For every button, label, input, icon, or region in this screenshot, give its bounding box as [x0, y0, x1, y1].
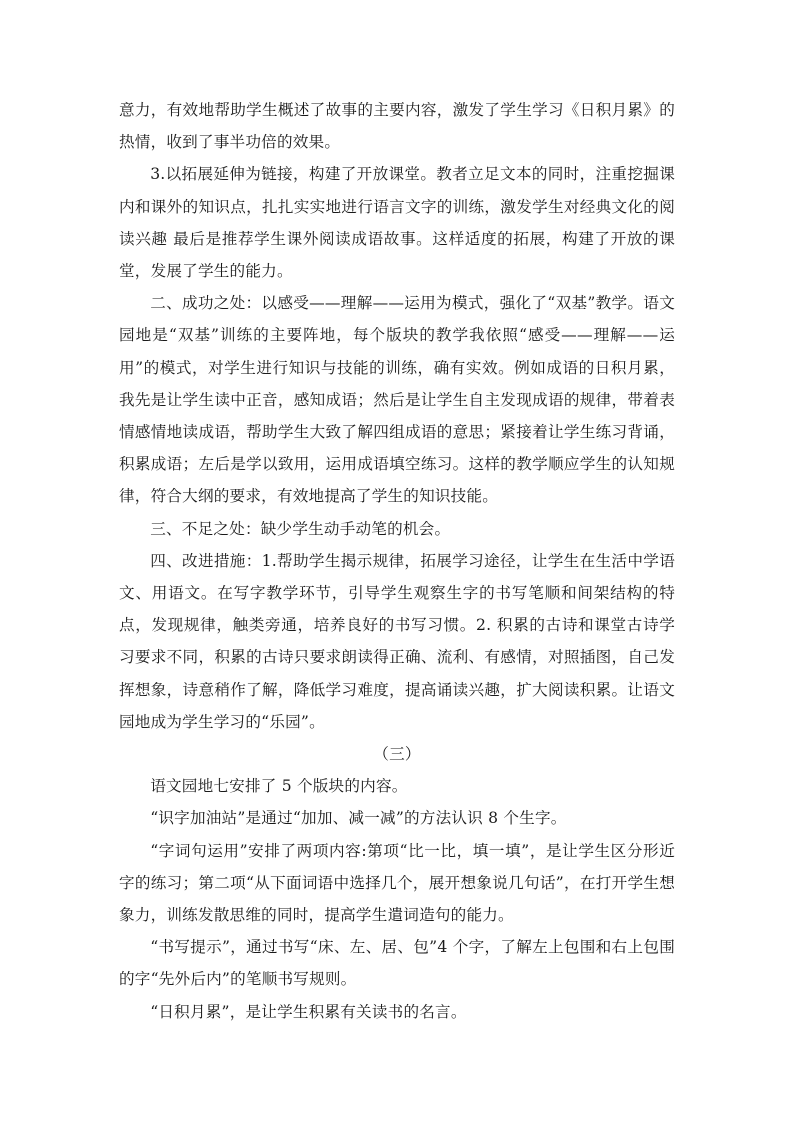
- paragraph-shortcoming: 三、不足之处：缺少学生动手动笔的机会。: [150, 519, 451, 538]
- paragraph-writing-tips: “书写提示”，通过书写“床、左、居、包”4 个字，了解左上包围和右上包围的字“先外后内”的笔顺书写规则。: [119, 938, 675, 989]
- paragraph-overview: 语文园地七安排了 5 个版块的内容。: [150, 777, 408, 796]
- paragraph-literacy: “识字加油站”是通过“加加、减一减”的方法认识 8 个生字。: [150, 809, 567, 828]
- paragraph-extension: 3.以拓展延伸为链接，构建了开放课堂。教者立足文本的同时，注重挖掘课内和课外的知识点，扎扎实实地进行语言文字的训练，激发学生对经典文化的阅读兴趣 最后是推荐学生课外阅读成语故事。这样适度的拓展，构建了开放的课堂，发展了学生的能力。: [119, 165, 675, 281]
- document-body: [119, 94, 675, 1028]
- paragraph-success: 二、成功之处：以感受——理解——运用为模式，强化了“双基”教学。语文园地是“双基”训练的主要阵地，每个版块的教学我依照“感受——理解——运用”的模式，对学生进行知识与技能的训练，确有实效。例如成语的日积月累，我先是让学生读中正音，感知成语；然后是让学生自主发现成语的规律，带着表情感情地读成语，帮助学生大致了解四组成语的意思；紧接着让学生练习背诵，积累成语；左后是学以致用，运用成语填空练习。这样的教学顺应学生的认知规律，符合大纲的要求，有效地提高了学生的知识技能。: [119, 294, 675, 506]
- paragraph-continuation: 意力，有效地帮助学生概述了故事的主要内容，激发了学生学习《日积月累》的热情，收到了事半功倍的效果。: [119, 101, 675, 152]
- paragraph-word-usage: “字词句运用”安排了两项内容:第项“比一比，填一填”，是让学生区分形近字的练习；第二项“从下面词语中选择几个，展开想象说几句话”，在打开学生想象力，训练发散思维的同时，提高学生遣词造句的能力。: [119, 841, 675, 925]
- paragraph-improvement: 四、改进措施：1.帮助学生揭示规律，拓展学习途径，让学生在生活中学语文、用语文。在写字教学环节，引导学生观察生字的书写笔顺和间架结构的特点，发现规律，触类旁通，培养良好的书写习惯。2. 积累的古诗和课堂古诗学习要求不同，积累的古诗只要求朗读得正确、流利、有感情，对照插图，自己发挥想象，诗意稍作了解，降低学习难度，提高诵读兴趣，扩大阅读积累。让语文园地成为学生学习的“乐园”。: [119, 551, 675, 731]
- paragraph-daily-accumulation: “日积月累”，是让学生积累有关读书的名言。: [150, 1002, 467, 1021]
- section-heading: （三）: [373, 745, 421, 764]
